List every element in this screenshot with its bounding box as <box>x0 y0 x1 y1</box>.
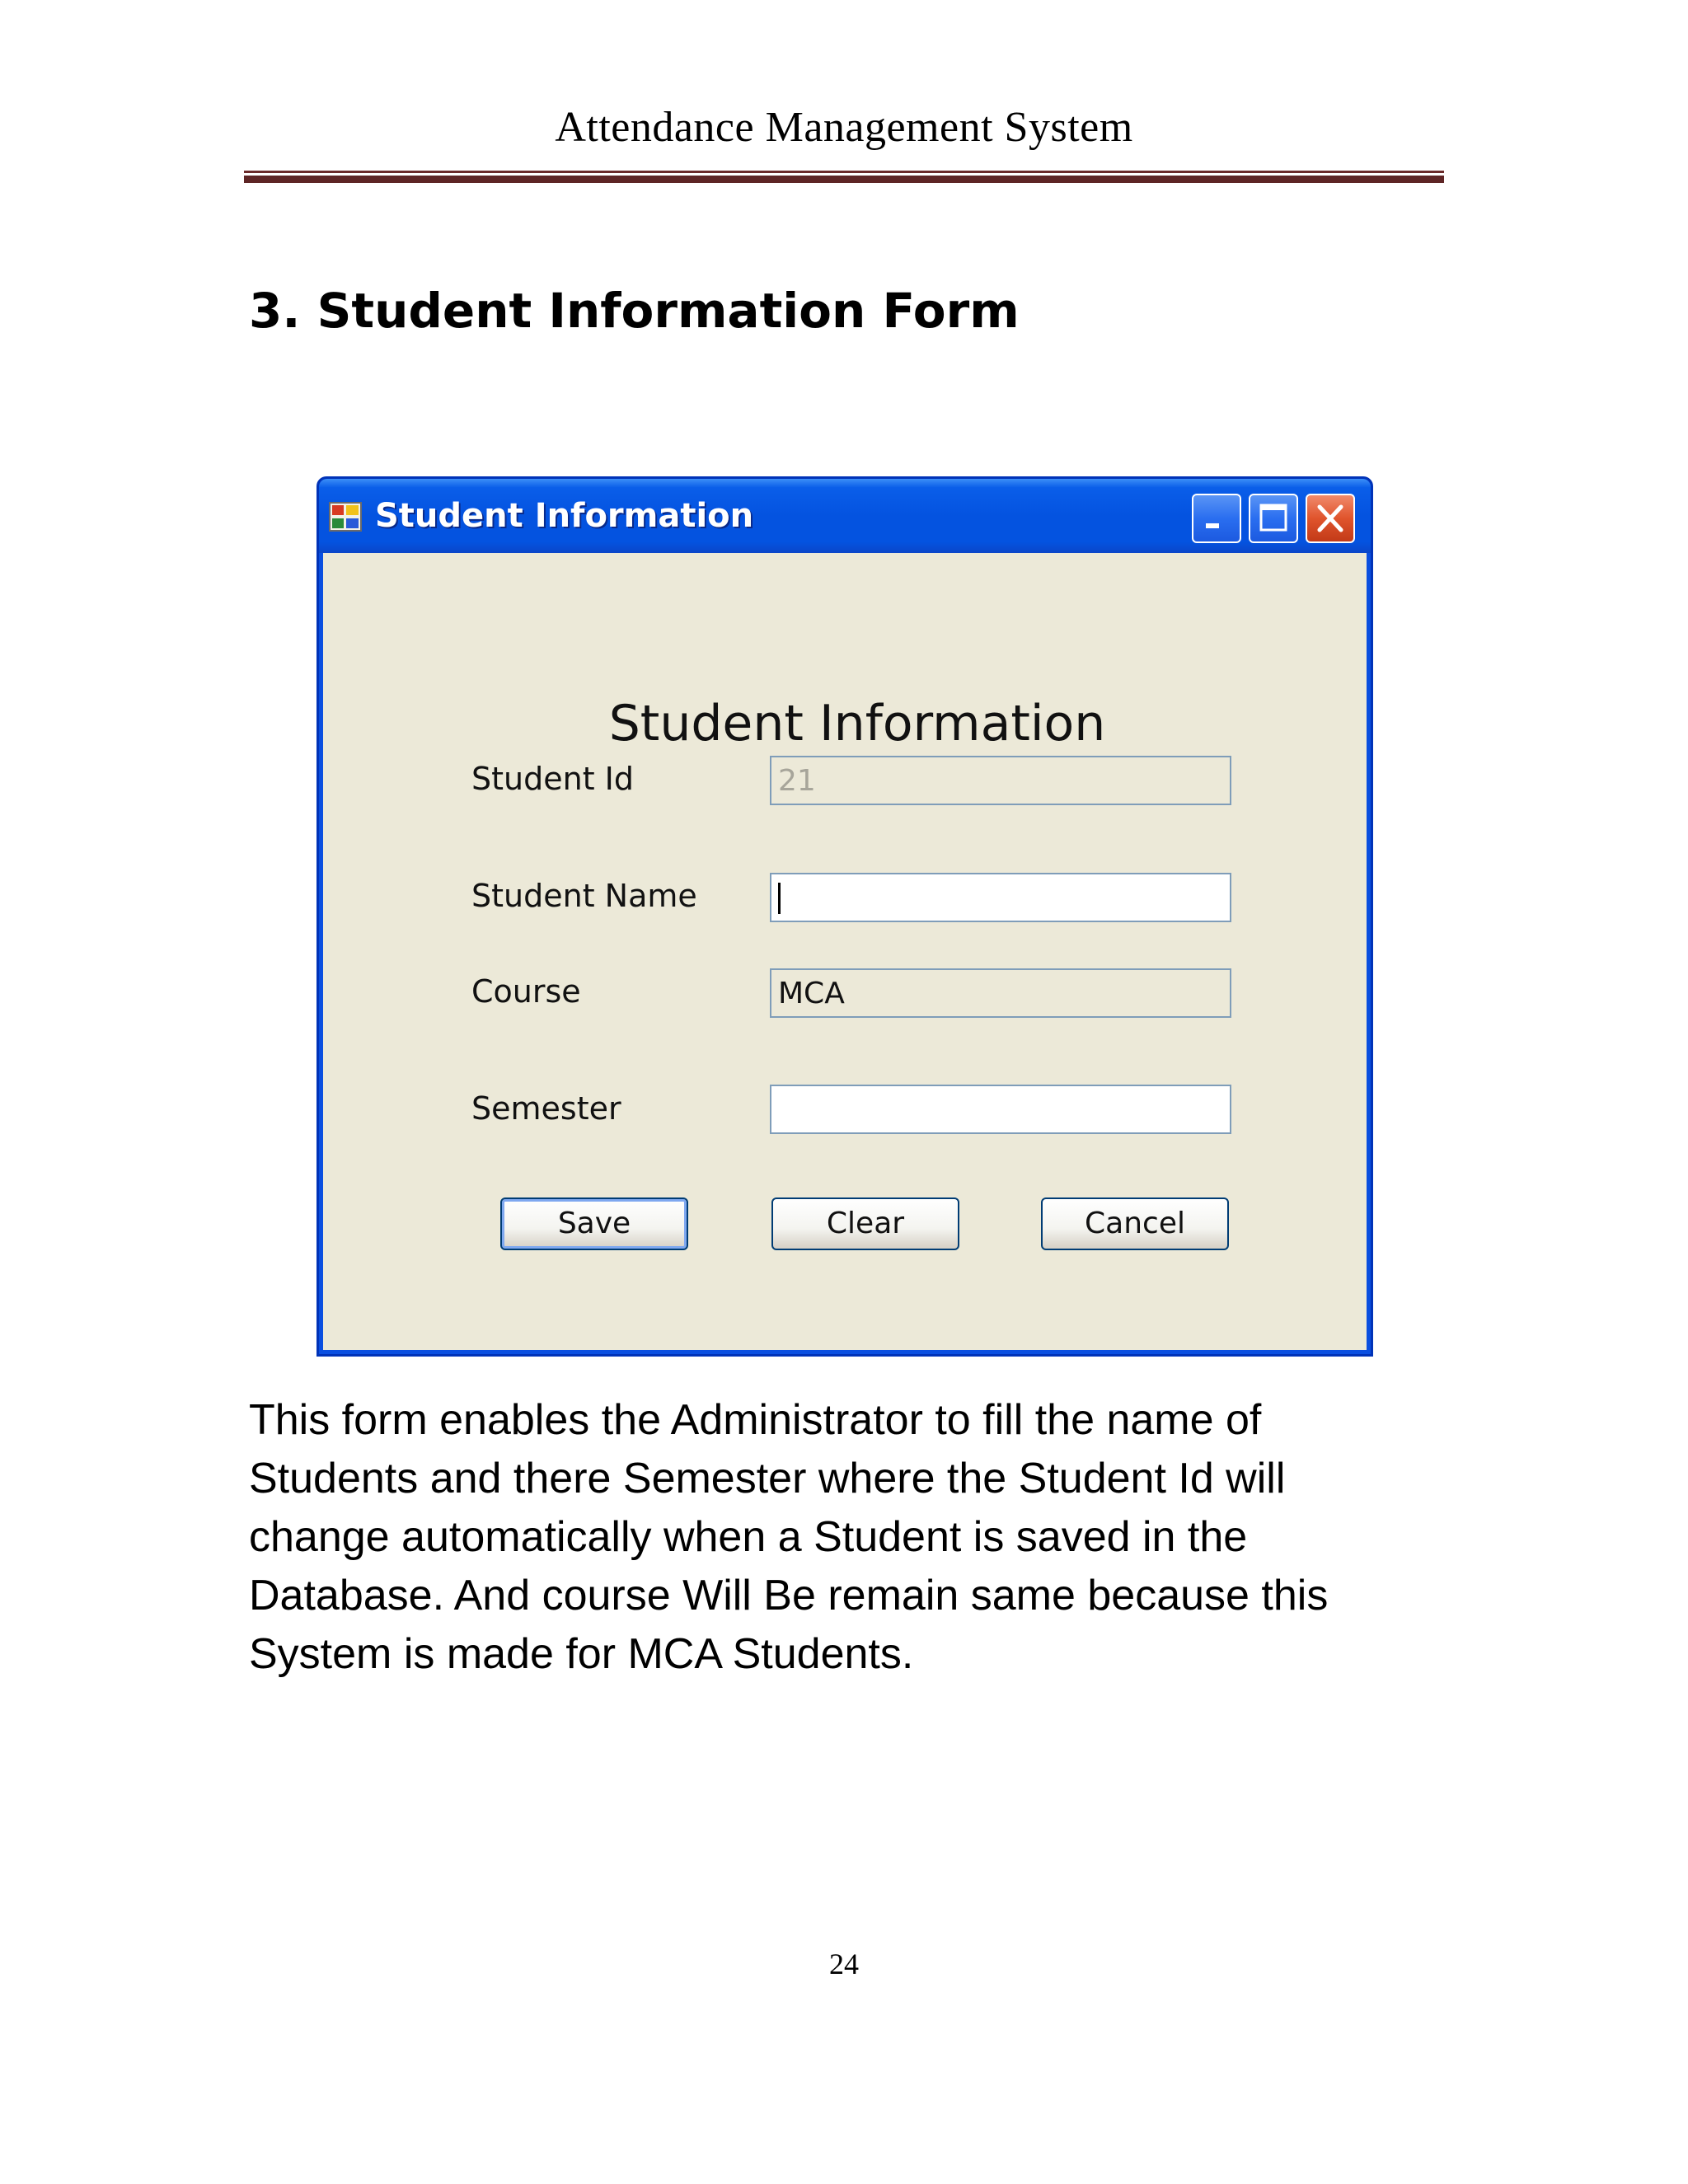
close-button[interactable] <box>1306 494 1355 543</box>
description-line: Students and there Semester where the Student Id will <box>249 1455 1286 1502</box>
page-number: 24 <box>829 1947 859 1980</box>
header-divider-thick <box>244 176 1444 183</box>
section-heading: 3. Student Information Form <box>249 283 1020 339</box>
semester-field[interactable] <box>770 1085 1231 1134</box>
minimize-icon <box>1193 495 1240 541</box>
course-label: Course <box>471 973 581 1010</box>
student-name-label: Student Name <box>471 878 697 914</box>
student-name-field[interactable] <box>770 873 1231 922</box>
description-paragraph <box>249 1391 1436 1684</box>
student-id-label: Student Id <box>471 761 634 797</box>
minimize-button[interactable] <box>1192 494 1241 543</box>
description-line: change automatically when a Student is saved in the <box>249 1513 1248 1561</box>
window-titlebar[interactable] <box>319 479 1371 553</box>
save-button[interactable]: Save <box>500 1197 688 1250</box>
description-line: This form enables the Administrator to fill the name of <box>249 1396 1262 1444</box>
page-header-title: Attendance Management System <box>555 104 1133 151</box>
maximize-button[interactable] <box>1249 494 1298 543</box>
maximize-icon <box>1250 495 1296 541</box>
cancel-button[interactable]: Cancel <box>1041 1197 1229 1250</box>
text-caret <box>778 883 781 914</box>
window-title: Student Information <box>375 497 754 535</box>
description-line: System is made for MCA Students. <box>249 1630 914 1678</box>
clear-button[interactable]: Clear <box>771 1197 959 1250</box>
student-information-window <box>316 476 1373 1357</box>
semester-label: Semester <box>471 1090 621 1127</box>
description-line: Database. And course Will Be remain same because this <box>249 1572 1329 1619</box>
close-icon <box>1307 495 1353 541</box>
course-field[interactable] <box>770 968 1231 1018</box>
form-heading: Student Information <box>608 695 1106 752</box>
header-divider-thin <box>244 171 1444 173</box>
window-client-area <box>323 553 1367 1350</box>
form-app-icon <box>329 502 362 532</box>
student-id-field[interactable] <box>770 756 1231 805</box>
